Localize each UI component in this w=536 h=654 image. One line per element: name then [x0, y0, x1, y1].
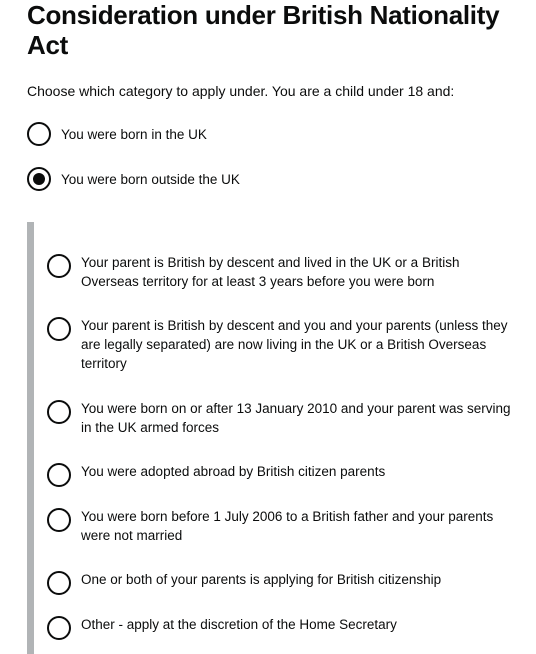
radio-parent-british-by-descent-living[interactable] — [47, 315, 517, 373]
radio-parents-applying[interactable] — [47, 569, 517, 595]
radio-button[interactable] — [47, 508, 71, 532]
page-title: Consideration under British Nationality Act — [27, 0, 500, 60]
radio-label: You were born before 1 July 2006 to a British father and your parents were not married — [81, 509, 494, 543]
radio-label: You were adopted abroad by British citizen parents — [81, 464, 386, 479]
radio-button[interactable] — [47, 616, 71, 640]
radio-label: You were born in the UK — [61, 127, 207, 142]
radio-label: Your parent is British by descent and you and your parents (unless they are legally separated) are now living in the UK or a British Overseas territory — [81, 318, 508, 371]
radio-label: You were born outside the UK — [61, 172, 240, 187]
radio-label: Other - apply at the discretion of the Home Secretary — [81, 617, 397, 632]
radio-button[interactable] — [47, 463, 71, 487]
radio-parent-british-by-descent-lived[interactable] — [47, 252, 517, 291]
radio-button[interactable] — [27, 122, 51, 146]
radio-born-in-uk[interactable] — [27, 122, 507, 146]
radio-label: One or both of your parents is applying for British citizenship — [81, 572, 442, 587]
radio-button[interactable] — [47, 571, 71, 595]
radio-button[interactable] — [47, 317, 71, 341]
radio-born-outside-uk[interactable] — [27, 167, 507, 191]
radio-label: Your parent is British by descent and lived in the UK or a British Overseas territory for at least 3 years before you were born — [81, 255, 460, 289]
category-question: Choose which category to apply under. You are a child under 18 and: — [27, 83, 455, 99]
radio-button[interactable] — [47, 254, 71, 278]
conditional-reveal-border — [27, 222, 34, 654]
radio-adopted-abroad[interactable] — [47, 461, 517, 487]
radio-born-before-2006[interactable] — [47, 506, 517, 545]
radio-button[interactable] — [47, 400, 71, 424]
radio-parent-armed-forces[interactable] — [47, 398, 517, 437]
radio-other-discretion[interactable] — [47, 614, 517, 640]
radio-label: You were born on or after 13 January 2010 and your parent was serving in the UK armed forces — [81, 401, 511, 435]
radio-button-selected[interactable] — [27, 167, 51, 191]
